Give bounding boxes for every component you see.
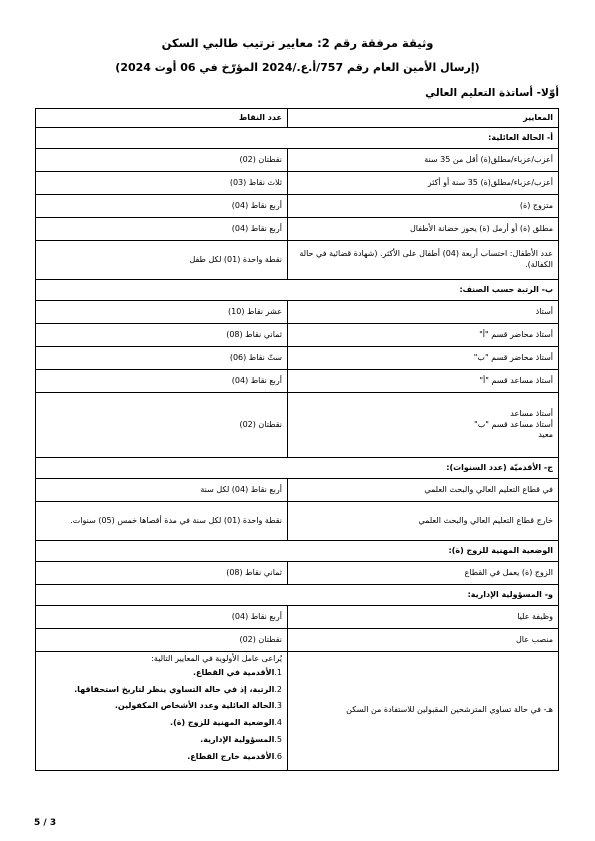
table-row — [36, 629, 559, 652]
criterion-cell: أستاذ مساعد قسم "أ" — [288, 370, 559, 393]
group-heading-family: أ- الحالة العائلية: — [36, 128, 559, 149]
tie-break-priorities — [36, 652, 288, 771]
table-row — [36, 606, 559, 629]
table-row — [36, 370, 559, 393]
group-row-family — [36, 128, 559, 149]
table-header-row — [36, 109, 559, 128]
table-row — [36, 393, 559, 458]
group-row-spouse — [36, 541, 559, 562]
document-title: وثيقة مرفقة رقم 2: معايير ترتيب طالبي السكن — [161, 36, 434, 50]
criterion-cell: أعزب/عزباء/مطلق(ة) 35 سنة أو أكثر — [288, 172, 559, 195]
column-header-criteria: المعايير — [288, 109, 559, 128]
table-row — [36, 324, 559, 347]
points-cell: ثماني نقاط (08) — [36, 562, 288, 585]
table-row — [36, 172, 559, 195]
priority-text: الرتبة، إذ في حالة التساوي ينظر لتاريخ استحقاقها. — [74, 684, 275, 694]
table-row — [36, 218, 559, 241]
section-heading: أوّلا- أساتذة التعليم العالي — [425, 87, 559, 99]
points-cell: نقطتان (02) — [36, 629, 288, 652]
points-cell: نقطتان (02) — [36, 393, 288, 458]
priority-text: الأقدمية في القطاع. — [193, 667, 275, 677]
criterion-cell: متزوج (ة) — [288, 195, 559, 218]
table-row — [36, 301, 559, 324]
priority-number: 2. — [274, 684, 282, 694]
table-row — [36, 149, 559, 172]
points-cell: أربع نقاط (04) — [36, 606, 288, 629]
priority-number: 6. — [274, 751, 282, 761]
points-cell: أربع نقاط (04) لكل سنة — [36, 479, 288, 502]
priority-number: 5. — [274, 734, 282, 744]
criterion-cell: في قطاع التعليم العالي والبحث العلمي — [288, 479, 559, 502]
criterion-cell: خارج قطاع التعليم العالي والبحث العلمي — [288, 502, 559, 541]
group-row-rank — [36, 280, 559, 301]
criterion-cell: أستاذ محاضر قسم "أ" — [288, 324, 559, 347]
points-cell: أربع نقاط (04) — [36, 195, 288, 218]
group-heading-seniority: ج- الأقدميّة (عدد السنوات): — [36, 458, 559, 479]
points-cell: نقطة واحدة (01) لكل طفل — [36, 241, 288, 280]
tie-break-intro: يُراعى عامل الأولوية في المعايير التالية: — [151, 654, 282, 663]
points-cell: ثلاث نقاط (03) — [36, 172, 288, 195]
criterion-cell: الزوج (ة) يعمل في القطاع — [288, 562, 559, 585]
points-cell: ستّ نقاط (06) — [36, 347, 288, 370]
points-cell: نقطة واحدة (01) لكل سنة في مدة أقصاها خمس (05) سنوات. — [36, 502, 288, 541]
group-row-seniority — [36, 458, 559, 479]
priority-number: 1. — [274, 667, 282, 677]
priority-item — [41, 717, 282, 730]
priority-text: الأقدمية خارج القطاع. — [187, 751, 275, 761]
points-cell: ثماني نقاط (08) — [36, 324, 288, 347]
group-heading-rank: ب- الرتبة حسب الصنف: — [36, 280, 559, 301]
priority-item — [41, 734, 282, 747]
points-cell: عشر نقاط (10) — [36, 301, 288, 324]
priority-item — [41, 684, 282, 697]
page-number: 5 / 3 — [34, 818, 57, 828]
priority-text: المسؤولية الإدارية. — [200, 734, 275, 744]
criterion-cell: أستاذ مساعد أستاذ مساعد قسم "ب" معيد — [288, 393, 559, 458]
table-row — [36, 502, 559, 541]
group-heading-admin: و- المسؤولية الإدارية: — [36, 585, 559, 606]
table-row — [36, 241, 559, 280]
table-row — [36, 195, 559, 218]
column-header-points: عدد النقاط — [36, 109, 288, 128]
criterion-cell: أعزب/عزباء/مطلق(ة) أقل من 35 سنة — [288, 149, 559, 172]
points-cell: أربع نقاط (04) — [36, 218, 288, 241]
criterion-cell: أستاذ — [288, 301, 559, 324]
criterion-cell: منصب عال — [288, 629, 559, 652]
criterion-cell: أستاذ محاضر قسم "ب" — [288, 347, 559, 370]
points-cell: نقطتان (02) — [36, 149, 288, 172]
criteria-table — [35, 108, 559, 771]
table-row — [36, 479, 559, 502]
criterion-cell: عدد الأطفال: احتساب أربعة (04) أطفال على الأكثر. (شهادة قضائية في حالة الكفالة). — [288, 241, 559, 280]
criterion-cell: مطلق (ة) أو أرمل (ة) يحوز حضانة الأطفال — [288, 218, 559, 241]
group-heading-spouse: الوضعية المهنية للزوج (ة): — [36, 541, 559, 562]
group-row-admin — [36, 585, 559, 606]
priority-number: 3. — [274, 701, 282, 711]
criterion-cell: وظيفة عليا — [288, 606, 559, 629]
priority-list — [41, 667, 282, 764]
table-row — [36, 562, 559, 585]
priority-text: الحالة العائلية وعدد الأشخاص المكفولين. — [114, 701, 275, 711]
priority-item — [41, 667, 282, 680]
tie-break-criterion: هـ- في حالة تساوي المترشحين المقبولين للاستفادة من السكن — [288, 652, 559, 771]
priority-item — [41, 751, 282, 764]
tie-break-row — [36, 652, 559, 771]
document-subtitle: (إرسال الأمين العام رقم 757/أ.ع./2024 المؤرّخ في 06 أوت 2024) — [115, 61, 480, 74]
priority-number: 4. — [274, 718, 282, 728]
priority-text: الوضعية المهنية للزوج (ة). — [170, 718, 275, 728]
priority-item — [41, 700, 282, 713]
points-cell: أربع نقاط (04) — [36, 370, 288, 393]
table-row — [36, 347, 559, 370]
